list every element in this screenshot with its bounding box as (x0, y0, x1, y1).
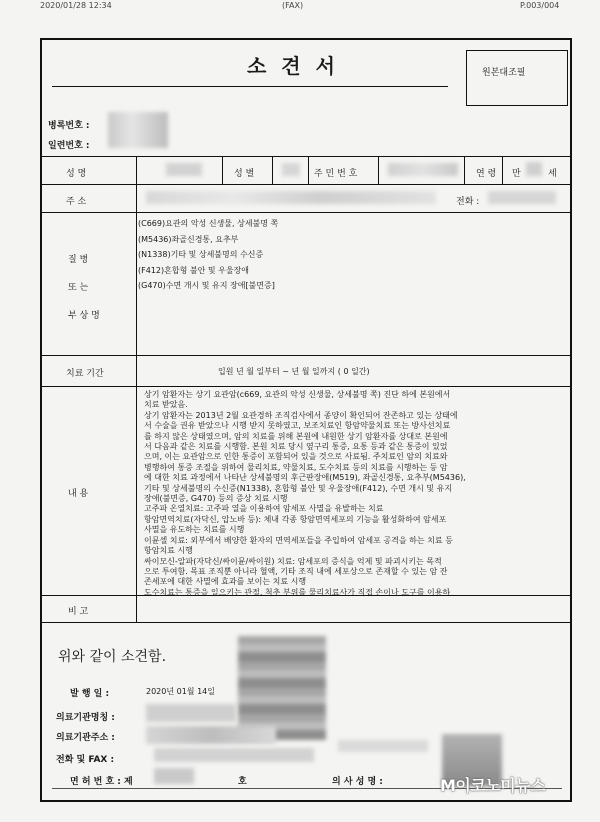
fax-header (0, 0, 600, 14)
content-line: 존세포에 대한 사멸에 효과를 보이는 치료 시행 (144, 577, 307, 587)
age-redacted (526, 162, 542, 176)
content-line: 도수치료는 통증을 일으키는 관절, 척추 부위를 물리치료사가 직접 손이나 도구를 이용하 (144, 587, 451, 597)
diagnosis-label-2: 또 는 (68, 283, 89, 293)
diagnosis-label-3: 부 상 명 (68, 311, 100, 321)
grid-line (42, 355, 570, 356)
age-prefix: 만 (512, 169, 521, 179)
content-line: 상기 암환자는 상기 요관암(c669, 요관의 악성 신생물, 상세불명 쪽) 진단 하에 본원에서 (144, 390, 451, 399)
license-redacted (154, 768, 194, 784)
grid-line (42, 386, 570, 387)
content-line: 서 수술을 권유 받았으나 시행 받지 못하였고, 보조치료인 항암약물치료 또는 방사선치료 (144, 421, 451, 431)
reg-no-redacted (108, 112, 168, 148)
content-line: 에 대한 치료 과정에서 나타난 상세불명의 후근판장애(M519), 좌골신경통, 요추부(M5436), (144, 473, 466, 483)
grid-line (42, 156, 570, 157)
name-label: 성 명 (66, 169, 87, 179)
content-line: 이뮨셀 치료: 외부에서 배양한 환자의 면역세포들을 주입하여 암세포 공격을 하는 치료 등 (144, 535, 453, 545)
content-line: 서 다음과 같은 치료를 시행함. 본원 치료 당시 옆구리 통증, 요통 등과 같은 통증이 있었 (144, 442, 448, 452)
fax-datetime: 2020/01/28 12:34 (40, 1, 112, 10)
stamp-box (466, 50, 568, 106)
fax-page: P.003/004 (520, 1, 560, 10)
content-label: 내 용 (68, 489, 89, 499)
diagnosis-label-1: 질 병 (68, 255, 89, 265)
content-line: 상기 암환자는 2013년 2월 요관경하 조직검사에서 종양이 확인되어 잔존하고 있는 상태에 (144, 410, 458, 420)
content-line: 싸이모신-알파(자닥신/싸이뮨/싸이원) 치료: 암세포의 증식을 억제 및 파괴시키는 목적 (144, 556, 442, 566)
license-suffix: 호 (238, 777, 247, 787)
institution-name-redacted (146, 704, 236, 722)
grid-line (272, 156, 273, 184)
phone-fax-label: 전화 및 FAX : (56, 755, 115, 765)
diagnosis-item: (C669)요관의 악성 신생물, 상세불명 쪽 (138, 219, 279, 228)
content-line: 고주파 온열치료: 고주파 열을 이용하여 암세포 사멸을 유발하는 치료 (144, 504, 384, 514)
content-line: 치료 받았음. (144, 400, 188, 410)
fax-type: (FAX) (282, 1, 304, 10)
content-line: 항암치료 시행 (144, 546, 193, 556)
content-line: 장애(불면증, G470) 등의 증상 치료 시행 (144, 494, 288, 504)
institution-address-redacted (146, 726, 276, 744)
statement: 위와 같이 소견함. (58, 649, 167, 665)
grid-line (378, 156, 379, 184)
document-title: 소 견 서 (247, 54, 339, 78)
grid-line (42, 184, 570, 185)
phone-redacted (488, 191, 556, 204)
watermark: M이코노미뉴스 (440, 776, 546, 795)
rrn-label: 주 민 번 호 (314, 169, 358, 179)
name-redacted (166, 163, 202, 176)
rrn-redacted (388, 163, 458, 176)
content-line: 병행하여 통증 조절을 위하여 물리치료, 약물치료, 도수치료 등의 치료를 시행하는 등 암 (144, 462, 448, 472)
content-line: 으며, 이는 요관암으로 인한 통증이 포함되어 있을 것으로 사료됨. 주치료인 암의 치료와 (144, 452, 448, 462)
issue-date-label: 발 행 일 : (70, 689, 110, 699)
age-label: 연 령 (476, 169, 497, 179)
diagnosis-item: (N1338)기타 및 상세불명의 수신증 (138, 250, 264, 259)
institution-name-label: 의료기관명칭 : (56, 713, 115, 723)
grid-line (42, 212, 570, 213)
content-line: 기타 및 상세불명의 수신증(N1338), 혼합형 불안 및 우울장애(F412), 수면 개시 및 유지 (144, 483, 453, 493)
phone-label: 전화 : (456, 197, 480, 207)
seal-redacted (238, 636, 326, 740)
label-column-divider (136, 156, 137, 622)
title-underline (52, 86, 448, 87)
treatment-period-label: 치료 기간 (66, 369, 104, 379)
case-no-label: 일련번호 : (48, 141, 90, 151)
stamp-text: 원본대조필 (482, 68, 526, 78)
content-line: 를 하지 않은 상태였으며, 암의 치료를 위해 본원에 내원한 상기 암환자를 상대로 본원에 (144, 431, 448, 441)
content-body (144, 390, 568, 598)
opinion-document (40, 38, 572, 802)
treatment-period-text: 입원 년 월 일부터 ~ 년 월 일까지 ( 0 일간) (218, 367, 370, 376)
content-line: 사멸을 유도하는 치료를 시행 (144, 525, 245, 535)
institution-address-label: 의료기관주소 : (56, 733, 115, 743)
phone-fax-redacted (154, 748, 314, 762)
address-redacted (146, 191, 436, 204)
doctor-label: 의 사 성 명 : (332, 777, 383, 787)
sex-redacted (282, 163, 300, 176)
grid-line (308, 156, 309, 184)
content-line: 으로 투여함. 목표 조직뿐 아니라 혈액, 기타 조직 내에 세포상으로 존재할 수 있는 암 잔 (144, 566, 448, 576)
remarks-label: 비 고 (68, 607, 89, 617)
license-label: 면 허 번 호 : 제 (70, 777, 133, 787)
address-label: 주 소 (66, 197, 87, 207)
diagnosis-item: (M5436)좌골신경통, 요추부 (138, 234, 239, 244)
doctor-extra-redacted (338, 740, 428, 752)
reg-no-label: 병록번호 : (48, 121, 90, 131)
sex-label: 성 별 (234, 169, 255, 179)
age-unit: 세 (548, 169, 557, 179)
grid-line (222, 156, 223, 184)
grid-line (42, 622, 570, 623)
diagnosis-item: (F412)혼합형 불안 및 우울장애 (138, 265, 250, 275)
issue-date: 2020년 01월 14일 (146, 687, 215, 696)
diagnosis-list (138, 216, 278, 294)
grid-line (502, 156, 503, 184)
content-line: 항암면역치료(자닥신, 압노바 등): 체내 각종 항암면역세포의 기능을 활성화하여 암세포 (144, 514, 447, 524)
grid-line (464, 156, 465, 184)
diagnosis-item: (G470)수면 개시 및 유지 장애[불면증] (138, 281, 275, 290)
